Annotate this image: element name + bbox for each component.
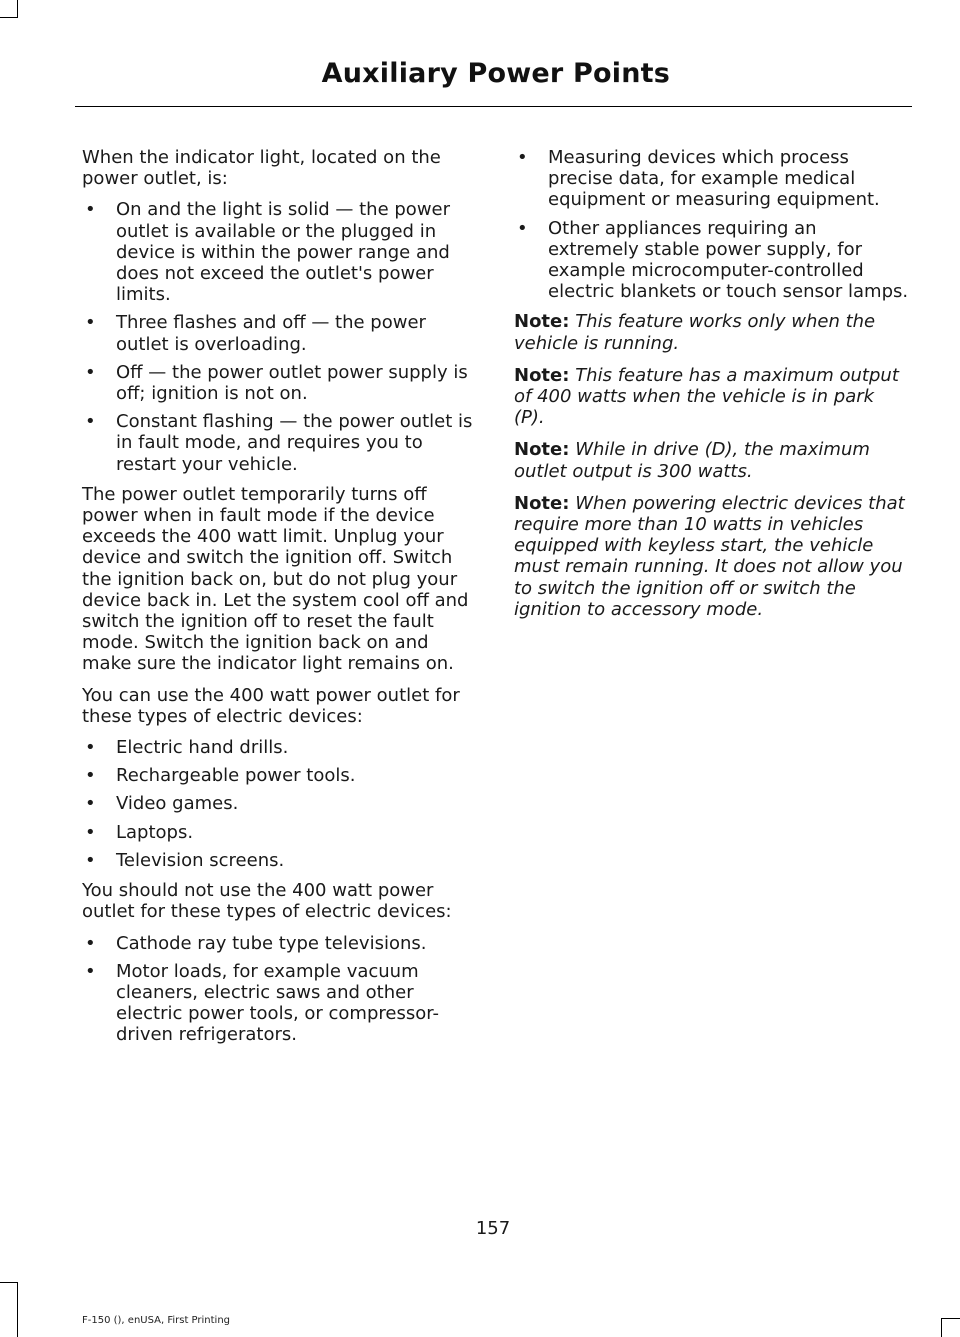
should-not-use-intro: You should not use the 400 watt power outlet for these types of electric devices:: [82, 880, 452, 923]
list-item: • Rechargeable power tools.: [85, 765, 356, 787]
page-title: Auxiliary Power Points: [321, 58, 670, 89]
note-text: When powering electric devices that require more than 10 watts in vehicles equipped with keyless start, the vehicle must remain running. It does not allow you to switch the ignition off or switch the ignition to accessory mode.: [514, 492, 905, 620]
crop-mark-bottom-left: [17, 1282, 18, 1337]
bullet: •: [85, 411, 96, 433]
can-use-intro: You can use the 400 watt power outlet for these types of electric devices:: [82, 684, 460, 727]
bullet: •: [85, 960, 96, 982]
bullet: •: [517, 217, 528, 239]
title-divider: [75, 106, 912, 107]
bullet: •: [85, 361, 96, 383]
list-item: • Motor loads, for example vacuum cleaners, electric saws and other electric power tools, or compressor-driven refrigerators.: [85, 960, 439, 1046]
crop-mark-bottom-left: [0, 1282, 18, 1283]
crop-mark-top-left: [17, 0, 18, 18]
page-number: 157: [475, 1218, 511, 1239]
crop-mark-bottom-right: [941, 1318, 942, 1337]
indicator-intro: When the indicator light, located on the power outlet, is:: [82, 147, 441, 190]
footer-edition: F-150 (), enUSA, First Printing: [82, 1315, 231, 1326]
list-item: • Other appliances requiring an extremely stable power supply, for example microcomputer-controlled electric blankets or touch sensor lamps.: [517, 217, 909, 303]
bullet: •: [85, 737, 96, 759]
list-item: • On and the light is solid — the power outlet is available or the plugged in device is within the power range and does not exceed the outlet's power limits.: [85, 199, 451, 306]
note-label: Note:: [514, 311, 570, 333]
note-label: Note:: [514, 492, 570, 514]
crop-mark-bottom-right: [941, 1318, 960, 1319]
bullet: •: [85, 849, 96, 871]
bullet: •: [85, 821, 96, 843]
note: [514, 493, 910, 620]
note-label: Note:: [514, 439, 570, 461]
note-text: This feature works only when the vehicle is running.: [514, 311, 876, 354]
list-item: • Off — the power outlet power supply is off; ignition is not on.: [85, 361, 468, 405]
list-item: • Electric hand drills.: [85, 737, 289, 759]
right-column: [514, 147, 910, 631]
bullet: •: [85, 312, 96, 334]
should-not-use-device-list-continued: [514, 147, 910, 302]
bullet: •: [517, 147, 528, 168]
fault-mode-paragraph: The power outlet temporarily turns off power when in fault mode if the device exceeds the 400 watt limit. Unplug your device and switch the ignition off. Switch the ignition back on, but do not plug your device back in. Let the system cool off and switch the ignition off to reset the fault mode. Switch the ignition back on and make sure the indicator light remains on.: [82, 483, 469, 675]
should-not-use-device-list: [82, 933, 477, 1046]
note: [514, 439, 910, 481]
note-text: While in drive (D), the maximum outlet output is 300 watts.: [514, 439, 870, 482]
note: [514, 311, 910, 353]
crop-mark-top-left: [0, 17, 18, 18]
indicator-state-list: [82, 199, 477, 474]
list-item: • Constant flashing — the power outlet is in fault mode, and requires you to restart your vehicle.: [85, 411, 473, 475]
bullet: •: [85, 765, 96, 787]
list-item: • Laptops.: [85, 821, 194, 843]
note-text: This feature has a maximum output of 400 watts when the vehicle is in park (P).: [514, 364, 899, 429]
note: [514, 365, 910, 429]
list-item: • Cathode ray tube type televisions.: [85, 932, 427, 954]
bullet: •: [85, 199, 96, 221]
can-use-device-list: [82, 737, 477, 871]
list-item: • Television screens.: [85, 849, 285, 871]
left-column: [82, 147, 477, 1055]
list-item: • Video games.: [85, 793, 239, 815]
list-item: • Measuring devices which process precise data, for example medical equipment or measuring equipment.: [517, 147, 880, 211]
bullet: •: [85, 932, 96, 954]
bullet: •: [85, 793, 96, 815]
list-item: • Three flashes and off — the power outlet is overloading.: [85, 312, 426, 355]
note-label: Note:: [514, 364, 570, 386]
